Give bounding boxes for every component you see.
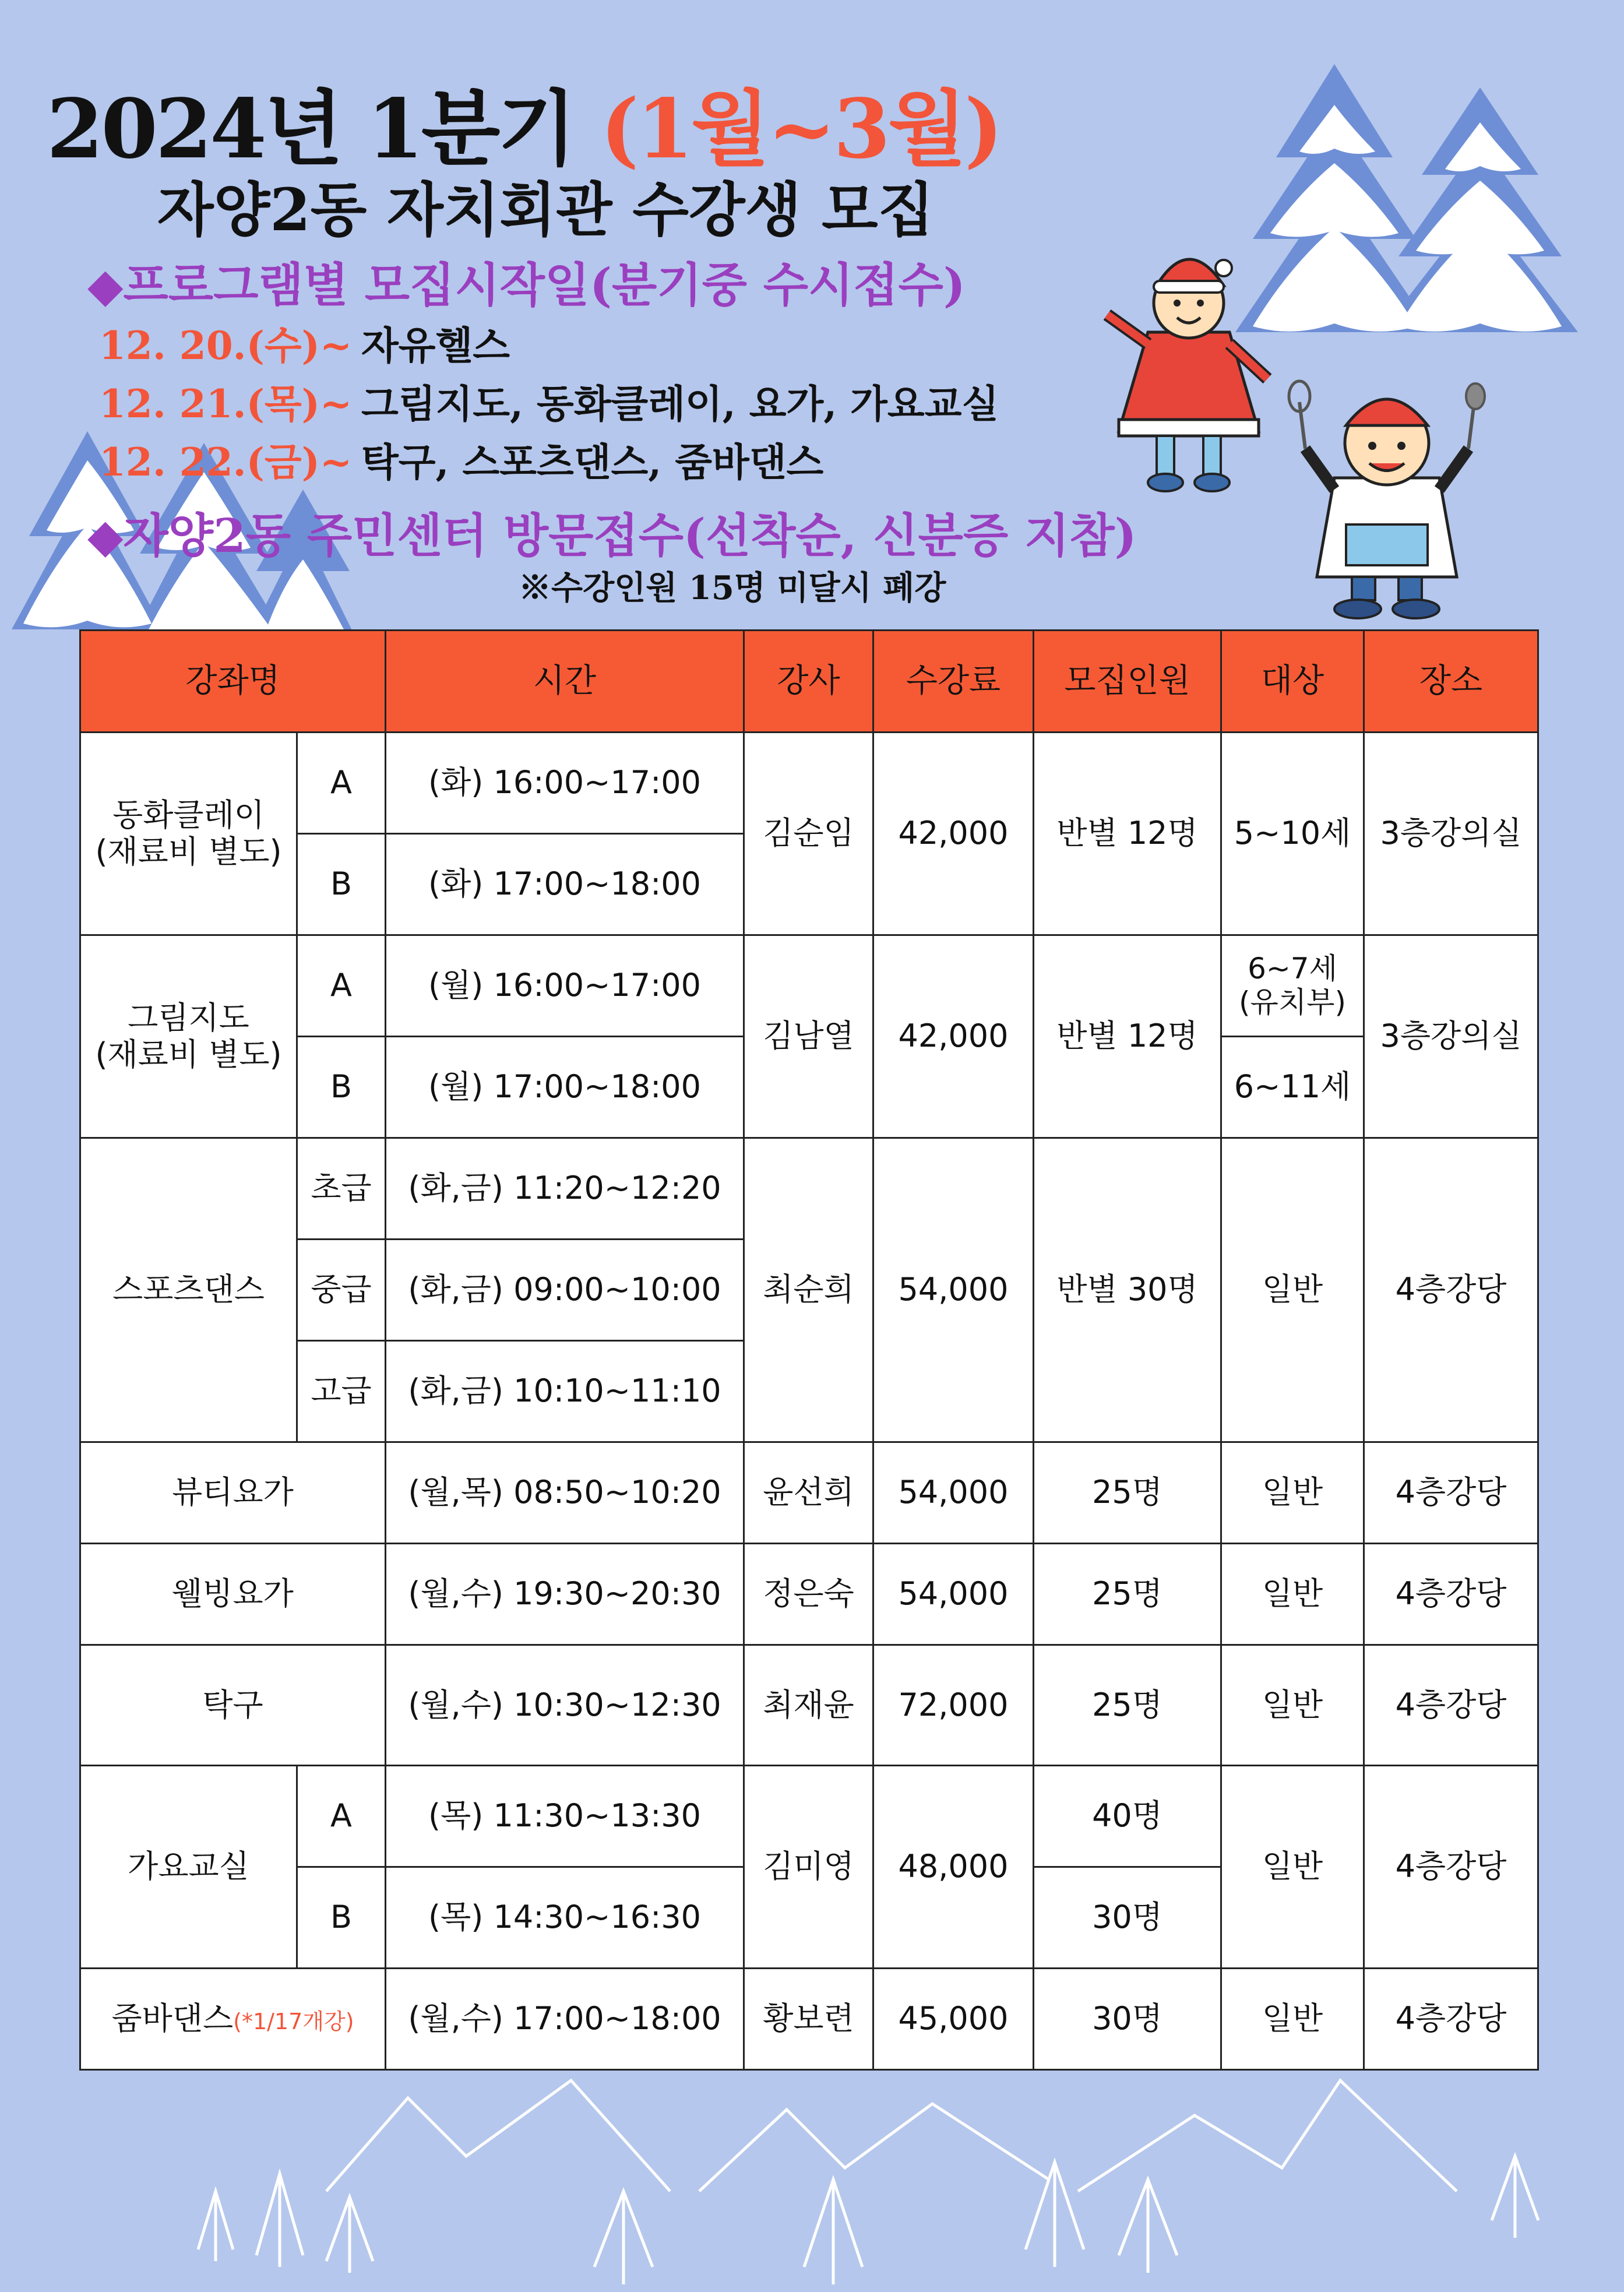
table-row bbox=[80, 733, 1538, 834]
course-capacity: 30명 bbox=[1034, 1867, 1221, 1969]
course-time: (월,수) 19:30~20:30 bbox=[386, 1544, 744, 1645]
page-subtitle: 자양2동 자치회관 수강생 모집 bbox=[157, 175, 935, 244]
target-line: (유치부) bbox=[1239, 985, 1346, 1019]
course-name-line: (재료비 별도) bbox=[95, 833, 282, 870]
course-name-line: (재료비 별도) bbox=[95, 1036, 282, 1073]
course-fee: 72,000 bbox=[873, 1645, 1034, 1766]
course-time: (월) 17:00~18:00 bbox=[386, 1037, 744, 1138]
course-capacity: 25명 bbox=[1034, 1442, 1221, 1544]
course-table bbox=[79, 629, 1539, 2071]
course-name-line: 그림지도 bbox=[128, 999, 249, 1037]
table-row bbox=[80, 1969, 1538, 2070]
course-place: 4층강당 bbox=[1364, 1645, 1538, 1766]
course-target: 일반 bbox=[1221, 1442, 1364, 1544]
course-name: 가요교실 bbox=[80, 1766, 297, 1969]
course-capacity: 25명 bbox=[1034, 1544, 1221, 1645]
mountain-outline-icon bbox=[0, 2075, 1624, 2292]
course-section: 고급 bbox=[297, 1341, 386, 1442]
course-name bbox=[80, 935, 297, 1138]
title-period: (1월~3월) bbox=[600, 82, 1001, 177]
header-course: 강좌명 bbox=[80, 631, 386, 733]
course-name bbox=[80, 733, 297, 935]
course-place: 3층강의실 bbox=[1364, 935, 1538, 1138]
course-target: 일반 bbox=[1221, 1766, 1364, 1969]
course-time: (월,수) 10:30~12:30 bbox=[386, 1645, 744, 1766]
course-place: 4층강당 bbox=[1364, 1544, 1538, 1645]
course-section: B bbox=[297, 1867, 386, 1969]
course-teacher: 최순희 bbox=[744, 1138, 873, 1442]
course-fee: 45,000 bbox=[873, 1969, 1034, 2070]
header-teacher: 강사 bbox=[744, 631, 873, 733]
course-fee: 42,000 bbox=[873, 935, 1034, 1138]
course-fee: 54,000 bbox=[873, 1544, 1034, 1645]
course-place: 4층강당 bbox=[1364, 1766, 1538, 1969]
header-target: 대상 bbox=[1221, 631, 1364, 733]
course-time: (화) 16:00~17:00 bbox=[386, 733, 744, 834]
course-target: 일반 bbox=[1221, 1969, 1364, 2070]
schedule-programs: 그림지도, 동화클레이, 요가, 가요교실 bbox=[361, 381, 999, 427]
target-line: 6~7세 bbox=[1248, 952, 1337, 985]
course-fee: 54,000 bbox=[873, 1138, 1034, 1442]
course-target: 일반 bbox=[1221, 1138, 1364, 1442]
table-row bbox=[80, 1138, 1538, 1240]
table-row bbox=[80, 1766, 1538, 1867]
schedule-date: 12. 22.(금)~ bbox=[99, 439, 353, 485]
header-fee: 수강료 bbox=[873, 631, 1034, 733]
table-header-row bbox=[80, 631, 1538, 733]
schedule-programs: 자유헬스 bbox=[361, 323, 510, 368]
course-section: 중급 bbox=[297, 1240, 386, 1341]
section-start-dates: ◆프로그램별 모집시작일(분기중 수시접수) bbox=[87, 258, 966, 312]
course-teacher: 김순임 bbox=[744, 733, 873, 935]
course-target: 일반 bbox=[1221, 1544, 1364, 1645]
table-row bbox=[80, 1544, 1538, 1645]
schedule-programs: 탁구, 스포츠댄스, 줌바댄스 bbox=[361, 439, 824, 485]
course-fee: 54,000 bbox=[873, 1442, 1034, 1544]
schedule-line bbox=[99, 373, 999, 428]
course-section: 초급 bbox=[297, 1138, 386, 1240]
course-time: (화,금) 10:10~11:10 bbox=[386, 1341, 744, 1442]
schedule-date: 12. 20.(수)~ bbox=[99, 323, 353, 368]
course-teacher: 김미영 bbox=[744, 1766, 873, 1969]
course-time: (화) 17:00~18:00 bbox=[386, 834, 744, 935]
course-target: 5~10세 bbox=[1221, 733, 1364, 935]
course-teacher: 윤선희 bbox=[744, 1442, 873, 1544]
page-header bbox=[0, 0, 1624, 629]
course-place: 4층강당 bbox=[1364, 1969, 1538, 2070]
course-target: 6~11세 bbox=[1221, 1037, 1364, 1138]
schedule-date: 12. 21.(목)~ bbox=[99, 381, 353, 427]
schedule-line bbox=[99, 431, 823, 487]
section-visit-registration: ◆자양2동 주민센터 방문접수(선착순, 신분증 지참) bbox=[87, 508, 1137, 563]
course-fee: 42,000 bbox=[873, 733, 1034, 935]
course-name-text: 줌바댄스 bbox=[111, 2000, 234, 2037]
course-name: 웰빙요가 bbox=[80, 1544, 386, 1645]
course-target: 일반 bbox=[1221, 1645, 1364, 1766]
course-time: (월,수) 17:00~18:00 bbox=[386, 1969, 744, 2070]
course-place: 3층강의실 bbox=[1364, 733, 1538, 935]
course-section: B bbox=[297, 1037, 386, 1138]
course-name: 뷰티요가 bbox=[80, 1442, 386, 1544]
header-place: 장소 bbox=[1364, 631, 1538, 733]
title-main: 2024년 1분기 bbox=[47, 82, 601, 177]
course-section: A bbox=[297, 935, 386, 1037]
course-teacher: 김남열 bbox=[744, 935, 873, 1138]
course-time: (화,금) 09:00~10:00 bbox=[386, 1240, 744, 1341]
table-row bbox=[80, 935, 1538, 1037]
schedule-line bbox=[99, 315, 510, 370]
course-capacity: 반별 12명 bbox=[1034, 935, 1221, 1138]
course-section: A bbox=[297, 733, 386, 834]
course-name: 스포츠댄스 bbox=[80, 1138, 297, 1442]
course-name bbox=[80, 1969, 386, 2070]
header-time: 시간 bbox=[386, 631, 744, 733]
course-capacity: 반별 30명 bbox=[1034, 1138, 1221, 1442]
course-name-line: 동화클레이 bbox=[112, 797, 265, 834]
course-teacher: 최재윤 bbox=[744, 1645, 873, 1766]
course-place: 4층강당 bbox=[1364, 1442, 1538, 1544]
table-row bbox=[80, 1442, 1538, 1544]
cancellation-note: ※수강인원 15명 미달시 폐강 bbox=[519, 569, 946, 607]
course-fee: 48,000 bbox=[873, 1766, 1034, 1969]
course-section: A bbox=[297, 1766, 386, 1867]
course-capacity: 반별 12명 bbox=[1034, 733, 1221, 935]
course-time: (목) 11:30~13:30 bbox=[386, 1766, 744, 1867]
course-capacity: 30명 bbox=[1034, 1969, 1221, 2070]
course-time: (목) 14:30~16:30 bbox=[386, 1867, 744, 1969]
course-time: (화,금) 11:20~12:20 bbox=[386, 1138, 744, 1240]
course-start-note: (*1/17개강) bbox=[233, 2009, 354, 2035]
course-section: B bbox=[297, 834, 386, 935]
course-time: (월,목) 08:50~10:20 bbox=[386, 1442, 744, 1544]
course-target bbox=[1221, 935, 1364, 1037]
table-row bbox=[80, 1645, 1538, 1766]
course-name: 탁구 bbox=[80, 1645, 386, 1766]
course-capacity: 40명 bbox=[1034, 1766, 1221, 1867]
course-time: (월) 16:00~17:00 bbox=[386, 935, 744, 1037]
header-capacity: 모집인원 bbox=[1034, 631, 1221, 733]
course-capacity: 25명 bbox=[1034, 1645, 1221, 1766]
course-teacher: 정은숙 bbox=[744, 1544, 873, 1645]
course-teacher: 황보련 bbox=[744, 1969, 873, 2070]
course-place: 4층강당 bbox=[1364, 1138, 1538, 1442]
